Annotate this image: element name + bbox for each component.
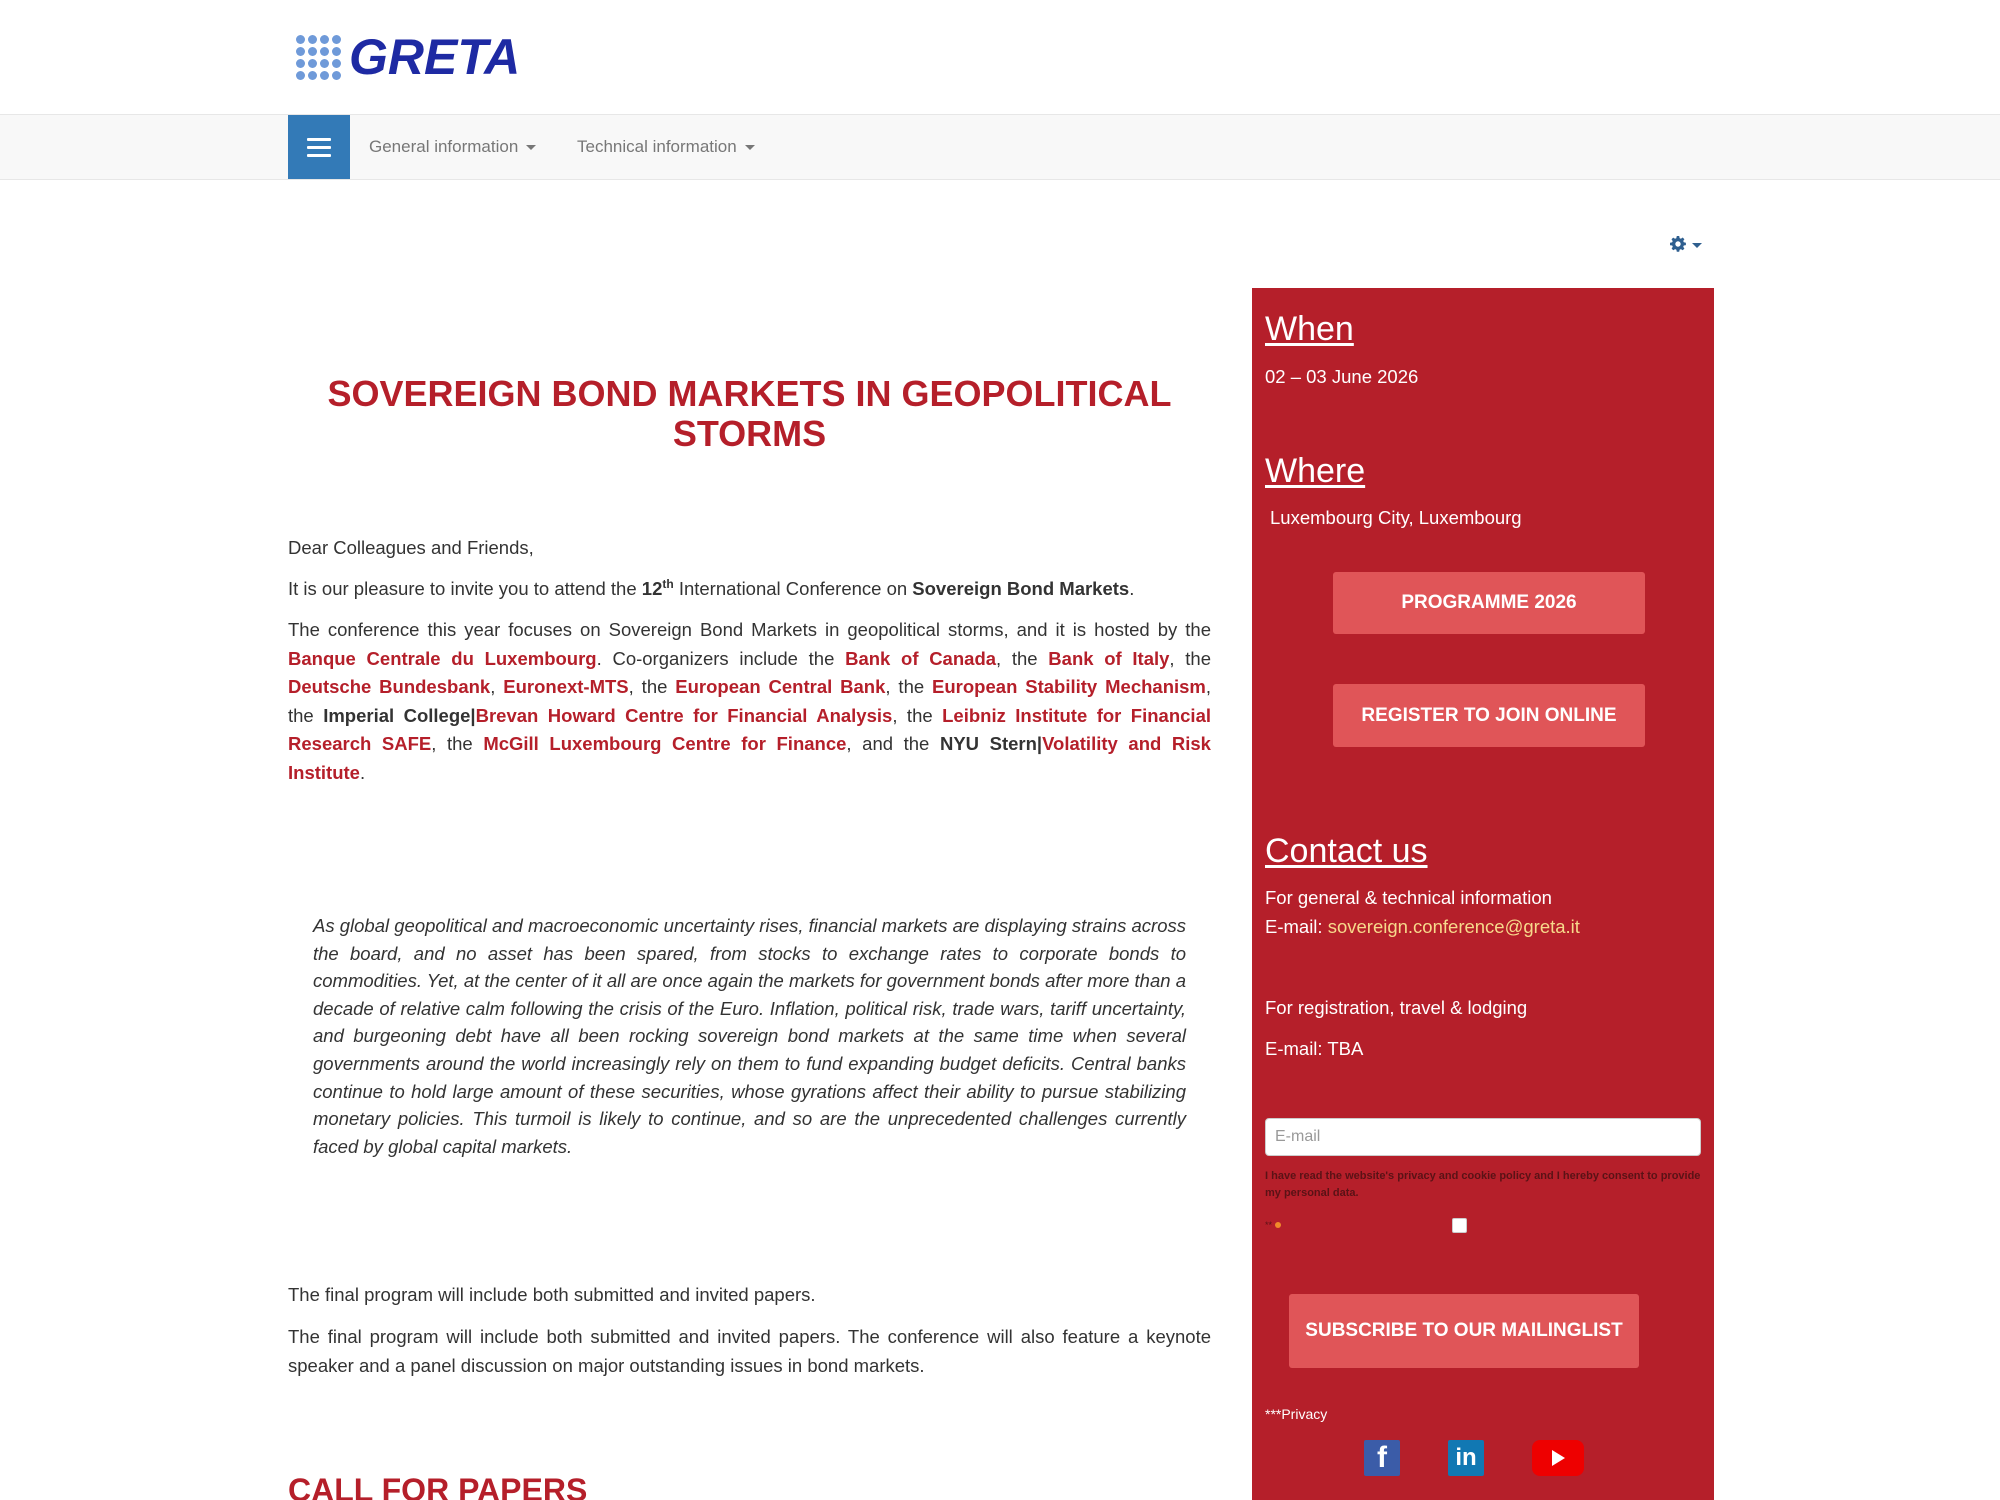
mailinglist-email-input[interactable] (1265, 1118, 1701, 1156)
site-header (0, 0, 2000, 114)
registration-label: For registration, travel & lodging (1265, 997, 1528, 1018)
register-online-button[interactable]: REGISTER TO JOIN ONLINE (1333, 684, 1645, 747)
main-navbar (0, 114, 2000, 180)
call-for-papers-heading: CALL FOR PAPERS (288, 1472, 588, 1500)
conference-theme-quote: As global geopolitical and macroeconomic uncertainty rises, financial markets are displaying strains across the board, and no asset has been spared, from stocks to exchange rates to corporate bonds to commodities. Yet, at the center of it all are once again the markets for government bonds after more than a decade of relative calm following the crisis of the Euro. Inflation, political risk, trade wars, tariff uncertainty, and burgeoning debt have all been rocking sovereign bond markets at the same time when several governments around the world increasingly rely on them to fund expanding budget deficits. Central banks continue to hold large amount of these securities, whose gyrations affect their ability to pursue stabilizing monetary policies. This turmoil is likely to continue, and so are the unprecedented challenges currently faced by global capital markets. (313, 915, 1186, 1157)
privacy-consent-checkbox[interactable] (1452, 1218, 1467, 1233)
youtube-icon[interactable] (1532, 1440, 1584, 1476)
final-program-details: The final program will include both submitted and invited papers. The conference will also feature a keynote speaker and a panel discussion on major outstanding issues in bond markets. (288, 1326, 1211, 1376)
caret-down-icon (745, 145, 755, 150)
caret-down-icon (526, 145, 536, 150)
link-brevan-howard-centre[interactable]: Brevan Howard Centre for Financial Analysis (475, 704, 893, 726)
link-volatility-risk-institute[interactable]: Volatility and Risk Institute (288, 733, 1211, 783)
dot-grid-icon (296, 35, 341, 80)
invitation-text: It is our pleasure to invite you to attend the 12th International Conference on Sovereign Bond Markets. (288, 576, 1135, 599)
hamburger-menu-icon (307, 138, 331, 141)
privacy-consent-text: I have read the website's privacy and cookie policy and I hereby consent to provide my personal data. (1265, 1170, 1701, 1199)
nav-technical-information[interactable]: Technical information (577, 115, 755, 179)
link-bank-of-italy[interactable]: Bank of Italy (1048, 647, 1170, 669)
link-mcgill-luxembourg-centre[interactable]: McGill Luxembourg Centre for Finance (483, 733, 847, 754)
caret-down-icon (1692, 243, 1702, 248)
nav-general-information[interactable]: General information (369, 115, 536, 179)
event-location: Luxembourg City, Luxembourg (1270, 507, 1522, 528)
facebook-icon[interactable]: f (1364, 1440, 1400, 1476)
greta-logo[interactable] (296, 29, 521, 85)
contact-heading: Contact us (1265, 832, 1428, 870)
conference-name: Sovereign Bond Markets (912, 578, 1130, 599)
link-deutsche-bundesbank[interactable]: Deutsche Bundesbank (288, 676, 491, 697)
privacy-link[interactable]: ***Privacy (1265, 1406, 1328, 1422)
gear-icon (1670, 236, 1686, 255)
event-date: 02 – 03 June 2026 (1265, 366, 1419, 387)
when-heading: When (1265, 310, 1354, 348)
link-european-stability-mechanism[interactable]: European Stability Mechanism (932, 676, 1206, 697)
where-heading: Where (1265, 452, 1366, 490)
link-euronext-mts[interactable]: Euronext-MTS (503, 676, 629, 697)
link-bank-of-canada[interactable]: Bank of Canada (845, 647, 997, 669)
subscribe-mailinglist-button[interactable]: SUBSCRIBE TO OUR MAILINGLIST (1289, 1294, 1639, 1368)
greeting: Dear Colleagues and Friends, (288, 537, 534, 558)
link-european-central-bank[interactable]: European Central Bank (675, 676, 886, 697)
required-dot-icon (1275, 1222, 1281, 1228)
final-program-text: The final program will include both submitted and invited papers. (288, 1284, 816, 1305)
hamburger-menu-button[interactable] (288, 115, 350, 179)
hosts-paragraph: The conference this year focuses on Sovereign Bond Markets in geopolitical storms, and it is hosted by the Banque Centrale du Luxembourg. Co-organizers include the Bank of Canada, the Bank of Italy, the Deutsche Bundesbank, Euronext-MTS, the European Central Bank, the European Stability Mechanism, the Imperial College|Brevan Howard Centre for Financial Analysis, the Leibniz Institute for Financial Research SAFE, the McGill Luxembourg Centre for Finance, and the NYU Stern|Volatility and Risk Institute. (288, 619, 1212, 783)
contact-email-row: E-mail: sovereign.conference@greta.it (1265, 916, 1580, 937)
linkedin-icon[interactable]: in (1448, 1440, 1484, 1476)
link-banque-centrale-luxembourg[interactable]: Banque Centrale du Luxembourg (288, 647, 597, 669)
contact-general-label: For general & technical information (1265, 887, 1552, 908)
play-icon (1552, 1450, 1565, 1466)
required-marker: ** (1265, 1220, 1281, 1230)
registration-email: E-mail: TBA (1265, 1038, 1364, 1059)
page-title: SOVEREIGN BOND MARKETS IN GEOPOLITICAL STORMS (327, 373, 1172, 454)
logo-text: GRETA (349, 29, 521, 85)
programme-button[interactable]: PROGRAMME 2026 (1333, 572, 1645, 634)
settings-dropdown[interactable] (1670, 236, 1702, 255)
contact-email-link[interactable]: sovereign.conference@greta.it (1327, 916, 1580, 937)
link-leibniz-institute-safe[interactable]: Leibniz Institute for Financial Research SAFE (288, 704, 1211, 754)
event-info-sidebar (1252, 288, 1714, 1500)
